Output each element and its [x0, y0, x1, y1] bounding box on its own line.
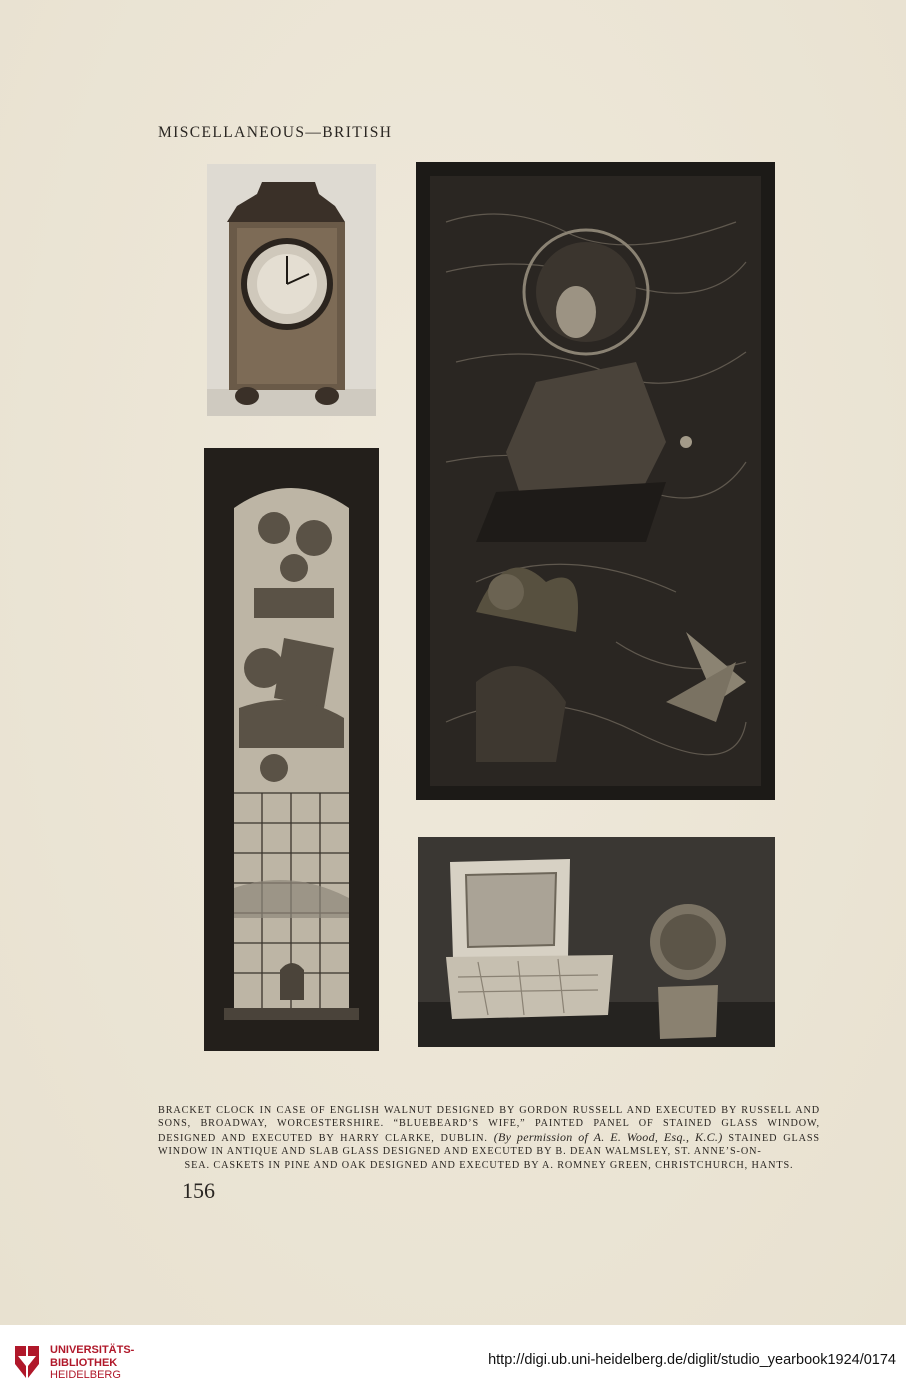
caption-part-2: STAINED GLASS WINDOW IN ANTIQUE AND SLAB GLASS DESIGNED AND EXECUTED BY B. DEAN WALMSLEY, ST. ANNE’S-ON-: [158, 1132, 820, 1158]
stained-glass-window-photo: [204, 448, 379, 1051]
library-name-line-2: BIBLIOTHEK: [50, 1356, 118, 1369]
caption-part-1: BRACKET CLOCK IN CASE OF ENGLISH WALNUT DESIGNED BY GORDON RUSSELL AND EXECUTED BY RUSSELL AND SONS, BROADWAY, WORCESTERSHIRE. “BLUEBEARD’S WIFE,” PAINTED PANEL OF STAINED GLASS WINDOW, DESIGNED AND EXECUTED BY HARRY CLARKE, DUBLIN.: [158, 1105, 820, 1144]
bracket-clock-photo: [207, 164, 376, 416]
source-url-link[interactable]: http://digi.ub.uni-heidelberg.de/diglit/studio_yearbook1924/0174: [488, 1352, 896, 1368]
page-number: 156: [182, 1178, 215, 1203]
caption-permission-italic: (By permission of A. E. Wood, Esq., K.C.): [493, 1129, 723, 1144]
caskets-photo: [418, 837, 775, 1047]
running-head: MISCELLANEOUS—BRITISH: [158, 124, 393, 141]
viewer-footer: [0, 1325, 906, 1398]
bluebeards-wife-panel-photo: [416, 162, 775, 800]
university-library-logo-icon: [12, 1342, 42, 1382]
library-name-line-1: UNIVERSITÄTS-: [50, 1344, 135, 1356]
library-name: [50, 1344, 134, 1382]
plate-caption: [158, 1104, 820, 1172]
caption-part-3: SEA. CASKETS IN PINE AND OAK DESIGNED AND EXECUTED BY A. ROMNEY GREEN, CHRISTCHURCH, HANTS.: [184, 1159, 794, 1171]
library-name-line-3: HEIDELBERG: [50, 1369, 121, 1381]
